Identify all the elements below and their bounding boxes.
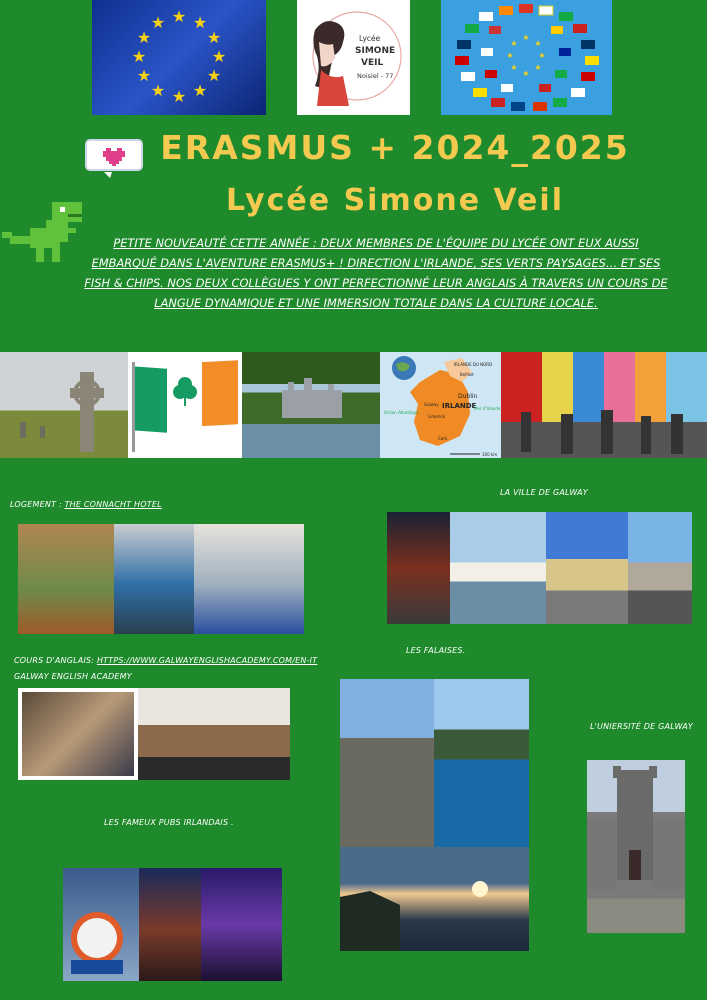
cours-label: COURS D'ANGLAIS:: [14, 656, 97, 665]
logement-caption: [10, 500, 162, 509]
svg-text:★: ★: [506, 51, 514, 60]
svg-text:★: ★: [510, 63, 518, 72]
page-title: ERASMUS + 2024_2025: [160, 128, 630, 167]
svg-text:★: ★: [136, 28, 152, 47]
logo-location: Noisiel - 77: [357, 72, 394, 80]
pixel-dinosaur-icon: [0, 200, 86, 270]
map-country-label: IRLANDE: [442, 402, 477, 410]
svg-text:★: ★: [534, 39, 542, 48]
selfie-photo: [18, 688, 138, 780]
irish-flag-photo: [128, 352, 242, 458]
cliffs-of-moher-photo: [434, 679, 529, 847]
cliffs-visitors-photo: [340, 679, 434, 847]
map-city-limerick: Limerick: [428, 414, 445, 419]
page-subtitle: Lycée Simone Veil: [226, 183, 564, 218]
cliffs-sunset-photo: [340, 847, 529, 951]
pubs-caption: LES FAMEUX PUBS IRLANDAIS .: [104, 818, 234, 827]
galway-harbour-photo: [450, 512, 546, 624]
svg-text:★: ★: [150, 13, 166, 32]
logo-word-simone: SIMONE: [355, 46, 396, 56]
galway-square-photo: [546, 512, 628, 624]
svg-text:★: ★: [136, 66, 152, 85]
svg-text:★: ★: [522, 69, 530, 78]
pixel-heart-icon: [84, 138, 144, 180]
school-logo: [297, 0, 410, 115]
kylemore-abbey-photo: [242, 352, 380, 458]
academy-caption: GALWAY ENGLISH ACADEMY: [14, 672, 132, 681]
logement-label: LOGEMENT :: [10, 500, 65, 509]
pub-interior-photo: [201, 868, 282, 981]
fish-chips-sign-photo: [63, 868, 139, 981]
hotel-link[interactable]: THE CONNACHT HOTEL: [64, 500, 162, 509]
svg-text:★: ★: [206, 28, 222, 47]
hotel-room-photo: [18, 524, 114, 634]
map-capital-label: Dublin: [458, 393, 478, 400]
svg-text:★: ★: [150, 81, 166, 100]
svg-text:★: ★: [131, 47, 147, 66]
svg-text:★: ★: [192, 81, 208, 100]
svg-text:★: ★: [171, 7, 187, 26]
academy-link[interactable]: HTTPS://WWW.GALWAYENGLISHACADEMY.COM/EN-IT: [96, 656, 318, 665]
map-sea-label: Mer d'Irlande: [474, 406, 501, 411]
eu-member-flags-image: [441, 0, 612, 115]
galway-promenade-photo: [628, 512, 692, 624]
cours-caption: [14, 656, 317, 665]
galway-street-photo: [501, 352, 707, 458]
map-city-cork: Cork: [438, 436, 448, 441]
map-ocean-label: Océan Atlantique: [384, 410, 419, 415]
classroom-photo: [138, 688, 290, 780]
galway-night-photo: [387, 512, 450, 624]
eu-flag-image: [92, 0, 266, 115]
logo-word-veil: VEIL: [361, 58, 384, 68]
svg-text:★: ★: [171, 87, 187, 106]
celtic-cross-photo: [0, 352, 128, 458]
svg-text:★: ★: [510, 39, 518, 48]
university-photo: [587, 760, 685, 933]
hotel-lounge-photo: [194, 524, 304, 634]
svg-text:★: ★: [522, 33, 530, 42]
pub-exterior-photo: [139, 868, 201, 981]
intro-paragraph: PETITE NOUVEAUTÉ CETTE ANNÉE : DEUX MEMBRES DE L'ÉQUIPE DU LYCÉE ONT EUX AUSSI EMBARQUÉ DANS L'AVENTURE ERASMUS+ ! DIRECTION L'IRLANDE, SES VERTS PAYSAGES… ET SES FISH & CHIPS. NOS DEUX COLLÈGUES Y ONT PERFECTIONNÉ LEUR ANGLAIS À TRAVERS UN COURS DE LANGUE DYNAMIQUE ET UNE IMMERSION TOTALE DANS LA CULTURE LOCALE.: [84, 236, 668, 310]
galway-city-caption: LA VILLE DE GALWAY: [500, 488, 588, 497]
falaises-caption: LES FALAISES.: [406, 646, 466, 655]
map-north-label: IRLANDE DU NORD: [454, 362, 493, 367]
logo-word-lycee: Lycée: [359, 34, 381, 43]
map-city-galway: Galway: [424, 402, 439, 407]
map-city-belfast: Belfast: [460, 372, 474, 377]
svg-text:★: ★: [534, 63, 542, 72]
svg-text:★: ★: [211, 47, 227, 66]
svg-text:★: ★: [192, 13, 208, 32]
map-scale-label: 100 km: [482, 452, 498, 457]
hotel-pool-photo: [114, 524, 194, 634]
universite-caption: L'UNIERSITÉ DE GALWAY: [590, 722, 694, 731]
ireland-map: [380, 352, 501, 458]
svg-text:★: ★: [206, 66, 222, 85]
svg-text:★: ★: [538, 51, 546, 60]
